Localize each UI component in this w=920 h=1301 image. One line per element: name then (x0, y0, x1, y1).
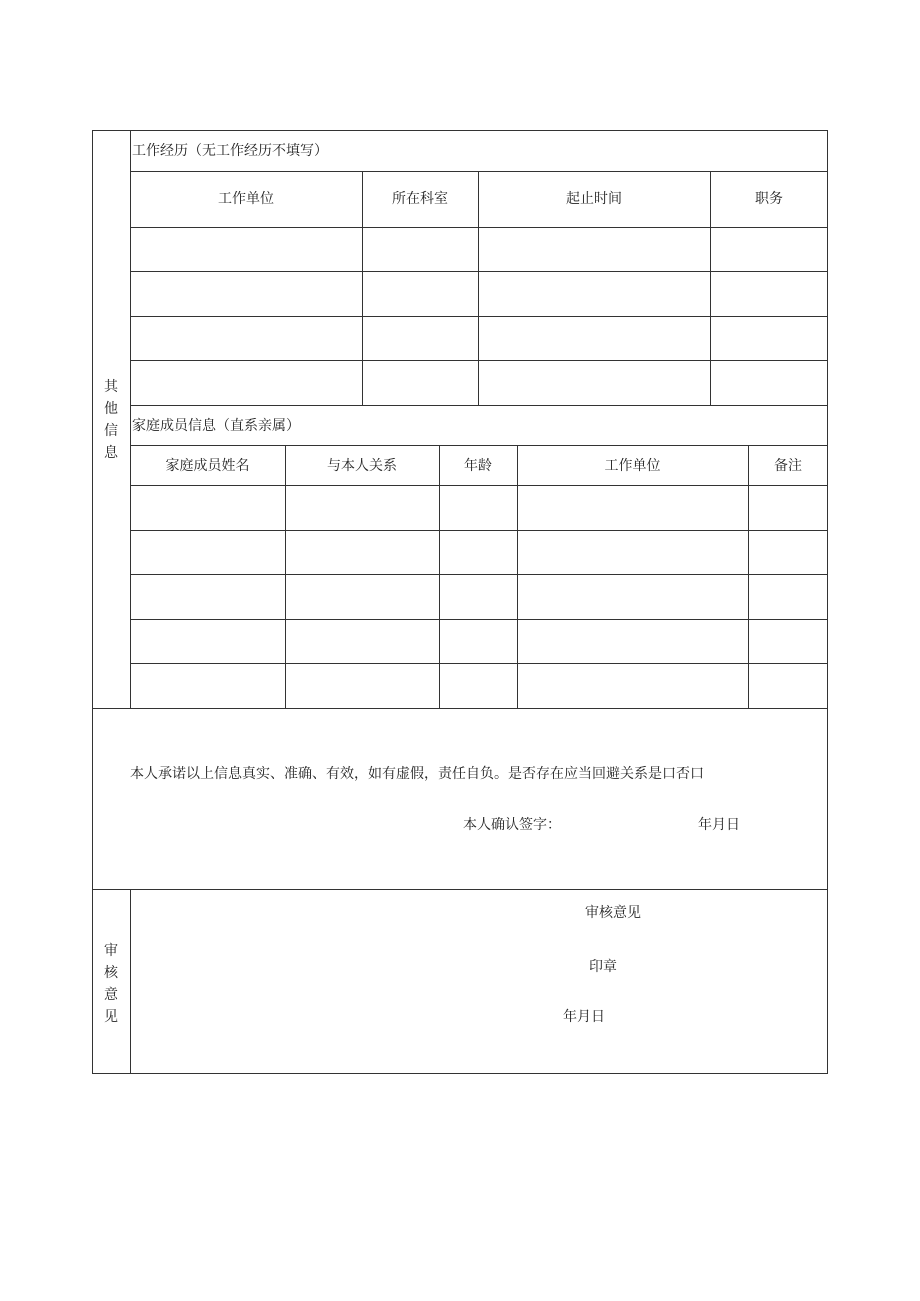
side-char: 见 (104, 1009, 118, 1025)
signature-field[interactable] (562, 812, 692, 838)
family-cell-unit[interactable] (517, 574, 748, 619)
family-row (130, 663, 828, 708)
family-cell-name[interactable] (130, 619, 285, 663)
family-cell-unit[interactable] (517, 485, 748, 530)
review-side-label (92, 940, 130, 1028)
work-cell-period[interactable] (478, 360, 710, 405)
family-cell-unit[interactable] (517, 619, 748, 663)
family-cell-age[interactable] (439, 574, 517, 619)
family-cell-age[interactable] (439, 663, 517, 708)
work-header-unit: 工作单位 (218, 191, 274, 207)
work-cell-department[interactable] (362, 316, 478, 360)
family-row (130, 619, 828, 663)
work-cell-period[interactable] (478, 227, 710, 271)
work-cell-department[interactable] (362, 227, 478, 271)
work-cell-position[interactable] (710, 227, 828, 271)
border-bottom (92, 1073, 828, 1074)
family-cell-unit[interactable] (517, 530, 748, 574)
work-cell-period[interactable] (478, 316, 710, 360)
family-cell-relation[interactable] (285, 485, 439, 530)
family-cell-notes[interactable] (748, 530, 828, 574)
family-cell-relation[interactable] (285, 574, 439, 619)
family-cell-age[interactable] (439, 530, 517, 574)
work-cell-period[interactable] (478, 271, 710, 316)
declaration-date-label: 年月日 (698, 817, 740, 833)
family-cell-relation[interactable] (285, 619, 439, 663)
family-header-relation: 与本人关系 (327, 458, 397, 474)
declaration-statement: 本人承诺以上信息真实、准确、有效，如有虚假，责任自负。是否存在应当回避关系是口否口 (130, 766, 704, 782)
work-header-position: 职务 (755, 191, 783, 207)
work-cell-unit[interactable] (130, 360, 362, 405)
family-header-name: 家庭成员姓名 (165, 458, 250, 474)
family-title-rule (130, 445, 828, 446)
work-cell-unit[interactable] (130, 227, 362, 271)
review-opinion-label: 审核意见 (585, 905, 641, 921)
signature-label: 本人确认签字： (463, 817, 561, 833)
side-char: 审 (104, 943, 118, 959)
family-cell-notes[interactable] (748, 485, 828, 530)
family-cell-name[interactable] (130, 530, 285, 574)
family-header-unit: 工作单位 (604, 458, 661, 474)
family-cell-age[interactable] (439, 619, 517, 663)
work-history-end-rule (130, 405, 828, 406)
work-cell-unit[interactable] (130, 271, 362, 316)
family-cell-notes[interactable] (748, 574, 828, 619)
review-label-divider (130, 890, 131, 1074)
border-top (92, 130, 828, 131)
side-char: 他 (104, 401, 118, 417)
review-date-label: 年月日 (563, 1009, 605, 1025)
work-history-title-rule (130, 171, 828, 172)
work-cell-position[interactable] (710, 360, 828, 405)
work-cell-unit[interactable] (130, 316, 362, 360)
work-row (130, 316, 828, 360)
side-char: 息 (104, 445, 118, 461)
side-char: 核 (104, 965, 118, 981)
work-cell-department[interactable] (362, 360, 478, 405)
application-form-page (92, 130, 828, 1074)
family-title: 家庭成员信息（直系亲属） (132, 418, 300, 434)
family-cell-name[interactable] (130, 574, 285, 619)
family-cell-age[interactable] (439, 485, 517, 530)
family-cell-relation[interactable] (285, 530, 439, 574)
section-divider-declaration (92, 708, 828, 709)
work-header-period: 起止时间 (566, 191, 622, 207)
review-seal-label: 印章 (589, 959, 617, 975)
work-row (130, 271, 828, 316)
work-cell-department[interactable] (362, 271, 478, 316)
family-row (130, 574, 828, 619)
family-cell-relation[interactable] (285, 663, 439, 708)
family-cell-unit[interactable] (517, 663, 748, 708)
family-header-notes: 备注 (774, 458, 802, 474)
section-divider-review (92, 889, 828, 890)
work-cell-position[interactable] (710, 316, 828, 360)
family-cell-notes[interactable] (748, 619, 828, 663)
side-char: 信 (104, 423, 118, 439)
family-cell-notes[interactable] (748, 663, 828, 708)
family-row (130, 485, 828, 530)
work-history-title: 工作经历（无工作经历不填写） (132, 143, 328, 159)
family-header-age: 年龄 (464, 458, 492, 474)
work-row (130, 360, 828, 405)
side-char: 其 (104, 379, 118, 395)
other-info-side-label (92, 376, 130, 464)
work-row (130, 227, 828, 271)
work-cell-position[interactable] (710, 271, 828, 316)
border-left (92, 130, 93, 1074)
work-header-department: 所在科室 (392, 191, 448, 207)
side-char: 意 (104, 987, 118, 1003)
family-row (130, 530, 828, 574)
family-cell-name[interactable] (130, 663, 285, 708)
family-cell-name[interactable] (130, 485, 285, 530)
